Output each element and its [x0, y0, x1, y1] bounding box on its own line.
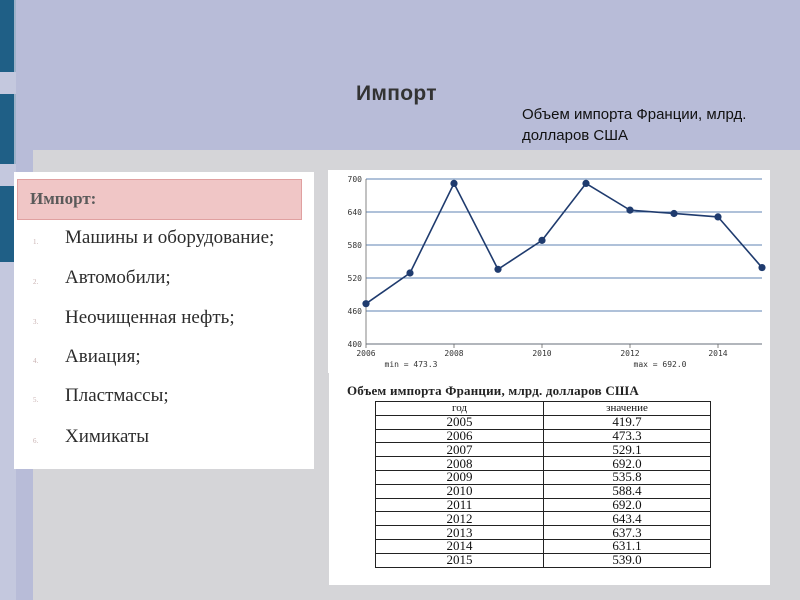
list-item [14, 385, 314, 415]
list-item-number: 4. [33, 357, 39, 365]
list-item [14, 307, 314, 337]
list-item [14, 426, 314, 456]
data-point [758, 264, 765, 271]
list-item-label: Пластмассы; [65, 385, 169, 406]
decorative-tab [0, 0, 16, 72]
max-label: max = 692.0 [633, 360, 687, 369]
cell-year: 2012 [376, 512, 544, 526]
data-point [494, 266, 501, 273]
min-label: min = 473.3 [384, 360, 438, 369]
data-point [362, 300, 369, 307]
cell-year: 2009 [376, 470, 544, 484]
list-item-label: Машины и оборудование; [65, 227, 275, 248]
x-tick-label: 2014 [708, 349, 728, 358]
cell-value: 637.3 [544, 526, 711, 540]
list-item-label: Химикаты [65, 426, 150, 447]
cell-value: 643.4 [544, 512, 711, 526]
list-item-number: 6. [33, 437, 39, 445]
x-tick-label: 2010 [532, 349, 552, 358]
list-item [14, 267, 314, 297]
chart-caption: Объем импорта Франции, млрд. долларов США [522, 106, 747, 144]
table-row [376, 512, 711, 526]
list-item-number: 5. [33, 396, 39, 404]
list-item [14, 227, 314, 257]
cell-year: 2015 [376, 553, 544, 567]
table-row [376, 429, 711, 443]
cell-value: 535.8 [544, 470, 711, 484]
y-tick-label: 700 [347, 175, 362, 184]
list-item-label: Авиация; [65, 346, 141, 367]
table-header-row [376, 402, 711, 416]
table-row [376, 443, 711, 457]
list-item-number: 2. [33, 278, 39, 286]
data-point [714, 213, 721, 220]
table-row [376, 470, 711, 484]
table-row [376, 553, 711, 567]
x-tick-label: 2008 [444, 349, 464, 358]
cell-value: 473.3 [544, 429, 711, 443]
table-title: Объем импорта Франции, млрд. долларов США [347, 383, 639, 398]
y-tick-label: 580 [347, 241, 362, 250]
cell-value: 539.0 [544, 553, 711, 567]
import-table-panel [329, 373, 770, 585]
data-point [538, 237, 545, 244]
cell-value: 419.7 [544, 415, 711, 429]
y-tick-label: 520 [347, 274, 362, 283]
data-point [450, 180, 457, 187]
cell-year: 2014 [376, 539, 544, 553]
table-row [376, 415, 711, 429]
y-tick-label: 460 [347, 307, 362, 316]
import-table [375, 401, 711, 568]
cell-year: 2010 [376, 484, 544, 498]
cell-year: 2008 [376, 457, 544, 471]
data-point [582, 180, 589, 187]
import-list-header-text: Импорт: [30, 189, 97, 208]
table-row [376, 484, 711, 498]
column-header-year: год [376, 402, 544, 416]
series-line [366, 183, 762, 303]
cell-value: 588.4 [544, 484, 711, 498]
import-list [14, 172, 314, 469]
cell-value: 529.1 [544, 443, 711, 457]
cell-year: 2007 [376, 443, 544, 457]
cell-year: 2011 [376, 498, 544, 512]
cell-value: 692.0 [544, 457, 711, 471]
x-tick-label: 2012 [620, 349, 640, 358]
table-row [376, 457, 711, 471]
table-row [376, 526, 711, 540]
column-header-value: значение [544, 402, 711, 416]
list-item-label: Неочищенная нефть; [65, 307, 235, 328]
list-item-number: 3. [33, 318, 39, 326]
data-point [406, 269, 413, 276]
import-line-chart [328, 170, 770, 373]
cell-year: 2006 [376, 429, 544, 443]
table-row [376, 539, 711, 553]
chart-svg [328, 170, 770, 373]
list-item-number: 1. [33, 238, 39, 246]
y-tick-label: 400 [347, 340, 362, 349]
list-item [14, 346, 314, 376]
y-tick-label: 640 [347, 208, 362, 217]
import-list-header [17, 179, 302, 220]
cell-year: 2005 [376, 415, 544, 429]
table-row [376, 498, 711, 512]
cell-value: 631.1 [544, 539, 711, 553]
cell-year: 2013 [376, 526, 544, 540]
cell-value: 692.0 [544, 498, 711, 512]
slide-title: Импорт [356, 82, 437, 105]
list-item-label: Автомобили; [65, 267, 171, 288]
x-tick-label: 2006 [356, 349, 376, 358]
data-point [670, 210, 677, 217]
data-point [626, 207, 633, 214]
decorative-tab [0, 94, 16, 164]
